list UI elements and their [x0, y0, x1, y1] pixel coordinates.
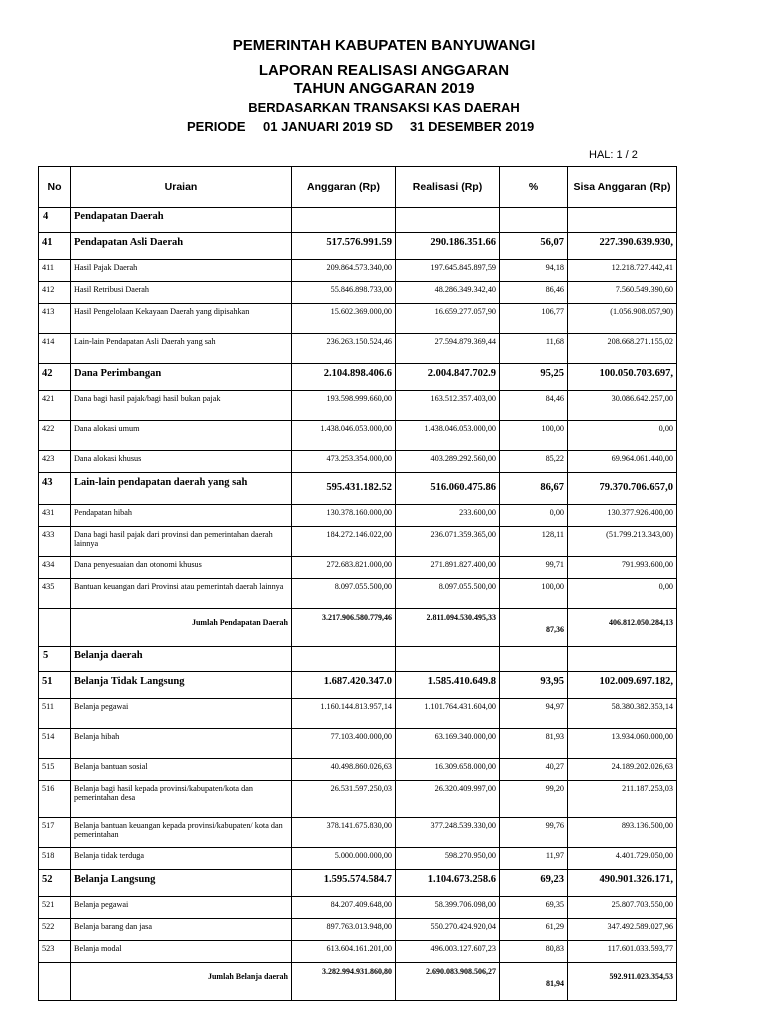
table-row [39, 505, 677, 527]
cell-realisasi: 233.600,00 [396, 505, 500, 527]
government-title: PEMERINTAH KABUPATEN BANYUWANGI [232, 37, 536, 54]
col-header-persen: % [500, 167, 568, 208]
cell-sisa: 102.009.697.182, [568, 672, 677, 699]
cell-anggaran: 517.576.991.59 [292, 233, 396, 260]
cell-persen: 99,20 [500, 781, 568, 818]
cell-uraian: Hasil Retribusi Daerah [71, 282, 292, 304]
cell-realisasi: 16.309.658.000,00 [396, 759, 500, 781]
cell-realisasi: 598.270.950,00 [396, 848, 500, 870]
table-row [39, 334, 677, 364]
period-start: 01 JANUARI 2019 SD [263, 119, 394, 134]
cell-no [39, 963, 71, 1001]
cell-uraian: Belanja daerah [71, 647, 292, 672]
cell-persen: 100,00 [500, 421, 568, 451]
cell-uraian: Dana bagi hasil pajak dari provinsi dan pemerintahan daerah lainnya [71, 527, 292, 557]
cell-persen: 85,22 [500, 451, 568, 473]
cell-uraian: Belanja tidak terduga [71, 848, 292, 870]
cell-sisa: 58.380.382.353,14 [568, 699, 677, 729]
cell-uraian: Belanja Tidak Langsung [71, 672, 292, 699]
cell-persen: 95,25 [500, 364, 568, 391]
cell-realisasi: 63.169.340.000,00 [396, 729, 500, 759]
table-row-total-belanja [39, 963, 677, 1001]
cell-persen: 81,93 [500, 729, 568, 759]
col-header-sisa: Sisa Anggaran (Rp) [568, 167, 677, 208]
cell-realisasi [396, 208, 500, 233]
cell-uraian: Dana penyesuaian dan otonomi khusus [71, 557, 292, 579]
cell-uraian: Belanja pegawai [71, 897, 292, 919]
cell-realisasi: 1.585.410.649.8 [396, 672, 500, 699]
cell-no: 518 [39, 848, 71, 870]
cell-realisasi: 26.320.409.997,00 [396, 781, 500, 818]
cell-sisa: 130.377.926.400,00 [568, 505, 677, 527]
cell-no: 413 [39, 304, 71, 334]
cell-uraian: Belanja modal [71, 941, 292, 963]
cell-no: 511 [39, 699, 71, 729]
cell-sisa [568, 647, 677, 672]
cell-sisa: 490.901.326.171, [568, 870, 677, 897]
cell-uraian: Belanja barang dan jasa [71, 919, 292, 941]
cell-uraian: Belanja bantuan sosial [71, 759, 292, 781]
cell-persen [500, 647, 568, 672]
cell-no: 411 [39, 260, 71, 282]
table-row [39, 781, 677, 818]
cell-no: 42 [39, 364, 71, 391]
cell-no: 4 [39, 208, 71, 233]
cell-sisa: 12.218.727.442,41 [568, 260, 677, 282]
cell-anggaran: 3.217.906.580.779,46 [292, 609, 396, 647]
cell-sisa: 791.993.600,00 [568, 557, 677, 579]
cell-realisasi: 27.594.879.369,44 [396, 334, 500, 364]
report-period [187, 119, 534, 134]
cell-realisasi: 2.690.083.908.506,27 [396, 963, 500, 1001]
cell-sisa: (51.799.213.343,00) [568, 527, 677, 557]
table-row [39, 260, 677, 282]
cell-sisa: (1.056.908.057,90) [568, 304, 677, 334]
cell-uraian: Belanja bantuan keuangan kepada provinsi/kabupaten/ kota dan pemerintahan [71, 818, 292, 848]
cell-no: 434 [39, 557, 71, 579]
table-row [39, 729, 677, 759]
table-row-total-pendapatan [39, 609, 677, 647]
cell-persen: 80,83 [500, 941, 568, 963]
cell-sisa: 592.911.023.354,53 [568, 963, 677, 1001]
cell-uraian: Bantuan keuangan dari Provinsi atau pemerintah daerah lainnya [71, 579, 292, 609]
cell-uraian: Jumlah Pendapatan Daerah [71, 609, 292, 647]
cell-persen: 93,95 [500, 672, 568, 699]
cell-persen: 69,23 [500, 870, 568, 897]
cell-anggaran: 8.097.055.500,00 [292, 579, 396, 609]
cell-anggaran: 613.604.161.201,00 [292, 941, 396, 963]
col-header-realisasi: Realisasi (Rp) [396, 167, 500, 208]
cell-no: 52 [39, 870, 71, 897]
cell-no: 43 [39, 473, 71, 505]
cell-sisa: 100.050.703.697, [568, 364, 677, 391]
cell-uraian: Lain-lain pendapatan daerah yang sah [71, 473, 292, 505]
cell-anggaran [292, 647, 396, 672]
cell-anggaran: 184.272.146.022,00 [292, 527, 396, 557]
report-title-line2: TAHUN ANGGARAN 2019 [293, 80, 475, 97]
cell-anggaran: 55.846.898.733,00 [292, 282, 396, 304]
cell-realisasi: 1.101.764.431.604,00 [396, 699, 500, 729]
cell-realisasi: 163.512.357.403,00 [396, 391, 500, 421]
cell-sisa: 79.370.706.657,0 [568, 473, 677, 505]
cell-sisa: 13.934.060.000,00 [568, 729, 677, 759]
cell-sisa: 227.390.639.930, [568, 233, 677, 260]
cell-no: 423 [39, 451, 71, 473]
cell-persen: 11,97 [500, 848, 568, 870]
cell-realisasi: 197.645.845.897,59 [396, 260, 500, 282]
table-row [39, 473, 677, 505]
cell-no: 41 [39, 233, 71, 260]
cell-sisa: 208.668.271.155,02 [568, 334, 677, 364]
period-end: 31 DESEMBER 2019 [410, 119, 535, 134]
cell-sisa: 893.136.500,00 [568, 818, 677, 848]
cell-sisa: 69.964.061.440,00 [568, 451, 677, 473]
cell-sisa: 25.807.703.550,00 [568, 897, 677, 919]
cell-anggaran: 595.431.182.52 [292, 473, 396, 505]
cell-anggaran: 130.378.160.000,00 [292, 505, 396, 527]
cell-anggaran: 193.598.999.660,00 [292, 391, 396, 421]
cell-persen [500, 208, 568, 233]
table-row [39, 897, 677, 919]
cell-persen: 11,68 [500, 334, 568, 364]
cell-realisasi: 496.003.127.607,23 [396, 941, 500, 963]
cell-sisa [568, 208, 677, 233]
report-basis: BERDASARKAN TRANSAKSI KAS DAERAH [248, 100, 520, 115]
cell-anggaran: 236.263.150.524,46 [292, 334, 396, 364]
table-row [39, 672, 677, 699]
cell-sisa: 117.601.033.593,77 [568, 941, 677, 963]
cell-persen: 86,46 [500, 282, 568, 304]
cell-sisa: 0,00 [568, 579, 677, 609]
cell-no: 51 [39, 672, 71, 699]
cell-anggaran: 1.438.046.053.000,00 [292, 421, 396, 451]
cell-realisasi: 290.186.351.66 [396, 233, 500, 260]
table-row [39, 364, 677, 391]
cell-anggaran: 40.498.860.026,63 [292, 759, 396, 781]
page-number: HAL: 1 / 2 [589, 149, 638, 161]
cell-no: 412 [39, 282, 71, 304]
cell-uraian: Dana Perimbangan [71, 364, 292, 391]
cell-uraian: Lain-lain Pendapatan Asli Daerah yang sah [71, 334, 292, 364]
cell-sisa: 24.189.202.026,63 [568, 759, 677, 781]
cell-sisa: 0,00 [568, 421, 677, 451]
cell-persen: 40,27 [500, 759, 568, 781]
cell-anggaran: 897.763.013.948,00 [292, 919, 396, 941]
cell-persen: 94,97 [500, 699, 568, 729]
cell-realisasi [396, 647, 500, 672]
cell-no: 514 [39, 729, 71, 759]
report-title [0, 62, 768, 98]
table-row [39, 848, 677, 870]
cell-persen: 56,07 [500, 233, 568, 260]
cell-anggaran: 2.104.898.406.6 [292, 364, 396, 391]
col-header-no: No [39, 167, 71, 208]
cell-no: 523 [39, 941, 71, 963]
cell-anggaran: 15.602.369.000,00 [292, 304, 396, 334]
cell-realisasi: 236.071.359.365,00 [396, 527, 500, 557]
cell-uraian: Hasil Pengelolaan Kekayaan Daerah yang dipisahkan [71, 304, 292, 334]
cell-persen: 99,71 [500, 557, 568, 579]
cell-realisasi: 377.248.539.330,00 [396, 818, 500, 848]
cell-persen: 128,11 [500, 527, 568, 557]
cell-uraian: Belanja pegawai [71, 699, 292, 729]
cell-realisasi: 271.891.827.400,00 [396, 557, 500, 579]
cell-sisa: 211.187.253,03 [568, 781, 677, 818]
cell-uraian: Belanja bagi hasil kepada provinsi/kabupaten/kota dan pemerintahan desa [71, 781, 292, 818]
table-row [39, 759, 677, 781]
cell-no: 517 [39, 818, 71, 848]
cell-realisasi: 58.399.706.098,00 [396, 897, 500, 919]
col-header-anggaran: Anggaran (Rp) [292, 167, 396, 208]
table-row [39, 579, 677, 609]
table-row [39, 208, 677, 233]
table-header-row [39, 167, 677, 208]
cell-uraian: Dana bagi hasil pajak/bagi hasil bukan pajak [71, 391, 292, 421]
cell-anggaran [292, 208, 396, 233]
table-row [39, 282, 677, 304]
cell-sisa: 347.492.589.027,96 [568, 919, 677, 941]
cell-realisasi: 2.004.847.702.9 [396, 364, 500, 391]
cell-uraian: Pendapatan Daerah [71, 208, 292, 233]
cell-anggaran: 84.207.409.648,00 [292, 897, 396, 919]
cell-no: 516 [39, 781, 71, 818]
cell-uraian: Hasil Pajak Daerah [71, 260, 292, 282]
table-row [39, 699, 677, 729]
cell-realisasi: 403.289.292.560,00 [396, 451, 500, 473]
table-row [39, 304, 677, 334]
cell-uraian: Dana alokasi umum [71, 421, 292, 451]
table-row [39, 391, 677, 421]
cell-anggaran: 26.531.597.250,03 [292, 781, 396, 818]
col-header-uraian: Uraian [71, 167, 292, 208]
cell-persen: 0,00 [500, 505, 568, 527]
cell-sisa: 30.086.642.257,00 [568, 391, 677, 421]
budget-realization-table [38, 166, 677, 1001]
cell-persen: 106,77 [500, 304, 568, 334]
table-row [39, 527, 677, 557]
cell-sisa: 4.401.729.050,00 [568, 848, 677, 870]
table-row [39, 941, 677, 963]
cell-persen: 94,18 [500, 260, 568, 282]
cell-persen: 81,94 [500, 963, 568, 1001]
cell-uraian: Jumlah Belanja daerah [71, 963, 292, 1001]
table-row [39, 557, 677, 579]
table-row [39, 919, 677, 941]
cell-realisasi: 2.811.094.530.495,33 [396, 609, 500, 647]
cell-anggaran: 77.103.400.000,00 [292, 729, 396, 759]
table-row [39, 647, 677, 672]
cell-uraian: Pendapatan hibah [71, 505, 292, 527]
cell-no: 422 [39, 421, 71, 451]
cell-uraian: Belanja hibah [71, 729, 292, 759]
cell-persen: 61,29 [500, 919, 568, 941]
cell-anggaran: 473.253.354.000,00 [292, 451, 396, 473]
cell-persen: 69,35 [500, 897, 568, 919]
table-row [39, 870, 677, 897]
cell-no [39, 609, 71, 647]
cell-persen: 87,36 [500, 609, 568, 647]
report-title-line1: LAPORAN REALISASI ANGGARAN [258, 62, 510, 79]
cell-no: 421 [39, 391, 71, 421]
cell-uraian: Belanja Langsung [71, 870, 292, 897]
cell-realisasi: 16.659.277.057,90 [396, 304, 500, 334]
cell-uraian: Pendapatan Asli Daerah [71, 233, 292, 260]
table-row [39, 233, 677, 260]
cell-sisa: 7.560.549.390,60 [568, 282, 677, 304]
cell-no: 515 [39, 759, 71, 781]
cell-anggaran: 272.683.821.000,00 [292, 557, 396, 579]
cell-anggaran: 1.687.420.347.0 [292, 672, 396, 699]
cell-anggaran: 5.000.000.000,00 [292, 848, 396, 870]
cell-realisasi: 1.438.046.053.000,00 [396, 421, 500, 451]
cell-no: 414 [39, 334, 71, 364]
cell-anggaran: 3.282.994.931.860,80 [292, 963, 396, 1001]
cell-anggaran: 1.595.574.584.7 [292, 870, 396, 897]
cell-persen: 86,67 [500, 473, 568, 505]
cell-realisasi: 8.097.055.500,00 [396, 579, 500, 609]
period-label: PERIODE [187, 119, 246, 134]
cell-persen: 100,00 [500, 579, 568, 609]
cell-no: 5 [39, 647, 71, 672]
cell-realisasi: 48.286.349.342,40 [396, 282, 500, 304]
cell-anggaran: 209.864.573.340,00 [292, 260, 396, 282]
cell-no: 435 [39, 579, 71, 609]
cell-uraian: Dana alokasi khusus [71, 451, 292, 473]
cell-no: 521 [39, 897, 71, 919]
table-row [39, 818, 677, 848]
cell-realisasi: 516.060.475.86 [396, 473, 500, 505]
cell-realisasi: 550.270.424.920,04 [396, 919, 500, 941]
cell-realisasi: 1.104.673.258.6 [396, 870, 500, 897]
cell-no: 431 [39, 505, 71, 527]
cell-anggaran: 1.160.144.813.957,14 [292, 699, 396, 729]
cell-no: 522 [39, 919, 71, 941]
table-row [39, 421, 677, 451]
cell-no: 433 [39, 527, 71, 557]
cell-persen: 99,76 [500, 818, 568, 848]
cell-sisa: 406.812.050.284,13 [568, 609, 677, 647]
cell-persen: 84,46 [500, 391, 568, 421]
table-row [39, 451, 677, 473]
cell-anggaran: 378.141.675.830,00 [292, 818, 396, 848]
